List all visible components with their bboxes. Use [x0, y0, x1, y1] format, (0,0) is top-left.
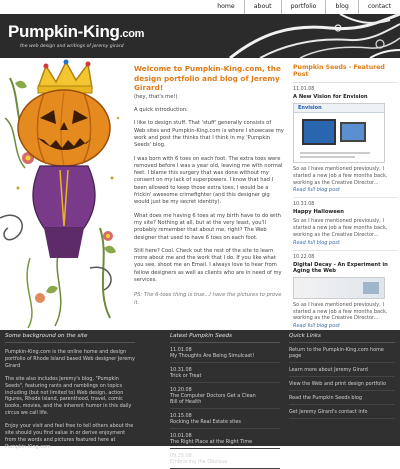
top-nav: [208, 0, 400, 14]
text-line: [300, 156, 355, 158]
post-excerpt: So as I have mentioned previously, I started a new job a few months back, working as the Creative Director...: [293, 166, 388, 186]
footer-links-heading: Quick Links: [289, 333, 395, 343]
quick-link-home[interactable]: Return to the Pumpkin-King.com home page: [289, 343, 395, 363]
post-date: 11.01.08: [293, 87, 315, 92]
swirl-decoration-icon: [220, 14, 400, 58]
nav-home[interactable]: home: [217, 3, 235, 10]
latest-post-date: 10.01.08: [170, 433, 192, 439]
footer-about-text: Enjoy your visit and feel free to tell others about the site should you find value in or derive enjoyment from the words and pictures featured here at Pumpkin-King.com.: [5, 423, 134, 450]
latest-post-row[interactable]: [170, 449, 280, 469]
quick-link-blog[interactable]: Read the Pumpkin Seeds blog: [289, 391, 395, 405]
footer-about-text: The site also includes Jeremy's blog, "Pumpkin Seeds", featuring rants and ramblings on topics including (but not limited to) Web design, action figures, Rhode Island, parenthood, travel, comic books, movies, and the inherent humor in this daily circus we call life.: [5, 375, 132, 417]
featured-post: [293, 198, 397, 250]
post-thumbnail[interactable]: [293, 103, 385, 163]
intro-paragraph: Still here? Cool. Check out the rest of the site to learn more about me and the work that I do. If you like what you see, shoot me an Email. I always love to hear from fellow designers as well as clients who are in need of my services.: [134, 247, 282, 284]
intro-paragraph: I was born with 6 toes on each foot. The extra toes were removed before I was a year old, leaving me with normal feet. I blame this surgery that was done without my consent on my lack of superpowers. I know that had I been allowed to keep those extra toes, I would be a frickin' awesome crimefighter (and this designer gig would just be my secret identity).: [134, 155, 283, 206]
quick-link-about[interactable]: Learn more about Jeremy Girard: [289, 363, 395, 377]
latest-post-title: Rocking the Real Estate sites: [170, 419, 241, 425]
post-date: 10.31.08: [293, 202, 315, 208]
latest-post-row[interactable]: [170, 363, 280, 383]
latest-post-row[interactable]: [170, 343, 280, 363]
sidebar-heading: Pumpkin Seeds - Featured Post: [293, 64, 397, 83]
footer-quick-links: [289, 333, 395, 419]
site-header: [0, 14, 400, 58]
quick-link-contact[interactable]: Get Jeremy Girard's contact info: [289, 405, 395, 419]
latest-post-title: The Computer Doctors Get a Clean Bill of Health: [170, 393, 256, 405]
latest-post-date: 09.25.08: [170, 453, 192, 459]
latest-post-date: 10.15.08: [170, 413, 192, 419]
post-title[interactable]: Happy Halloween: [293, 209, 344, 216]
footer-about-text: Pumpkin-King.com is the online home and design portfolio of Rhode Island based Web designer Jeremy Girard: [5, 349, 135, 369]
read-more-link[interactable]: Read full blog post: [293, 187, 340, 194]
image-icon: [363, 282, 379, 294]
read-more-link[interactable]: Read full blog post: [293, 239, 340, 246]
thumbnail-logo: Envision: [298, 105, 322, 111]
footer-latest: [170, 333, 280, 469]
logo-main: Pumpkin-King: [8, 22, 120, 41]
featured-post: [293, 83, 397, 198]
main-content: [134, 64, 284, 307]
quick-link-portfolio[interactable]: View the Web and print design portfolio: [289, 377, 395, 391]
page-title: Welcome to Pumpkin-King.com, the design portfolio and blog of Jeremy Girard!: [134, 64, 281, 93]
pumpkin-king-illustration: [0, 58, 128, 330]
latest-post-title: Trick or Treat: [170, 373, 202, 379]
postscript: PS: The 6-toes thing is true...I have the pictures to prove it.: [134, 292, 282, 306]
intro-paragraph: What does me having 6 toes at my birth have to do with my site? Nothing at all, but at the very least, you'll probably remember that about me, right? The Web designer that used to have 6 toes on each foot.: [134, 212, 281, 241]
intro-paragraph: I like to design stuff. That 'stuff' generally consists of Web sites and Pumpkin-King.com is where I showcase my work and post the thinks that I think in my 'Pumpkin Seeds' blog.: [134, 120, 284, 149]
post-excerpt: So as I have mentioned previously, I started a new job a few months back, working as the Creative Director...: [293, 301, 388, 322]
nav-blog[interactable]: blog: [325, 0, 357, 14]
monitor-icon: [302, 119, 336, 145]
nav-contact[interactable]: contact: [358, 0, 400, 14]
footer-about: [5, 333, 135, 451]
latest-post-date: 10.20.08: [170, 387, 192, 393]
featured-sidebar: [293, 64, 397, 334]
post-title[interactable]: A New Vision for Envision: [293, 94, 368, 100]
read-more-link[interactable]: Read full blog post: [293, 323, 340, 330]
footer-latest-heading: Latest Pumpkin Seeds: [170, 333, 280, 343]
latest-post-row[interactable]: [170, 409, 280, 429]
latest-post-row[interactable]: [170, 383, 280, 409]
latest-post-date: 10.31.08: [170, 367, 192, 373]
post-thumbnail[interactable]: [293, 277, 385, 299]
site-tagline: the web design and writings of jeremy girard: [20, 44, 124, 49]
post-date: 10.22.08: [293, 254, 315, 260]
monitor-icon: [340, 122, 366, 142]
intro-paragraph: A quick introduction:: [134, 107, 188, 114]
post-excerpt: So as I have mentioned previously, I started a new job a few months back, working as the Creative Director...: [293, 218, 388, 238]
footer-about-heading: Some background on the site: [5, 333, 135, 343]
logo-suffix: .com: [119, 28, 145, 40]
latest-post-date: 11.01.08: [170, 347, 192, 353]
nav-portfolio[interactable]: portfolio: [281, 0, 326, 14]
latest-post-title: The Right Place at the Right Time: [170, 439, 253, 445]
latest-post-row[interactable]: [170, 429, 280, 449]
latest-post-title: Embracing the Obvious: [170, 459, 228, 465]
latest-post-title: My Thoughts Are Being Simulcast!: [170, 353, 255, 359]
nav-about[interactable]: about: [244, 0, 281, 14]
site-logo[interactable]: [8, 22, 144, 42]
page-subtitle: (hey, that's me!): [134, 93, 178, 100]
site-footer: [0, 330, 400, 465]
featured-post: [293, 251, 397, 334]
post-title[interactable]: Digital Decay - An Experiment in Aging the Web: [293, 261, 388, 274]
text-line: [300, 152, 370, 154]
